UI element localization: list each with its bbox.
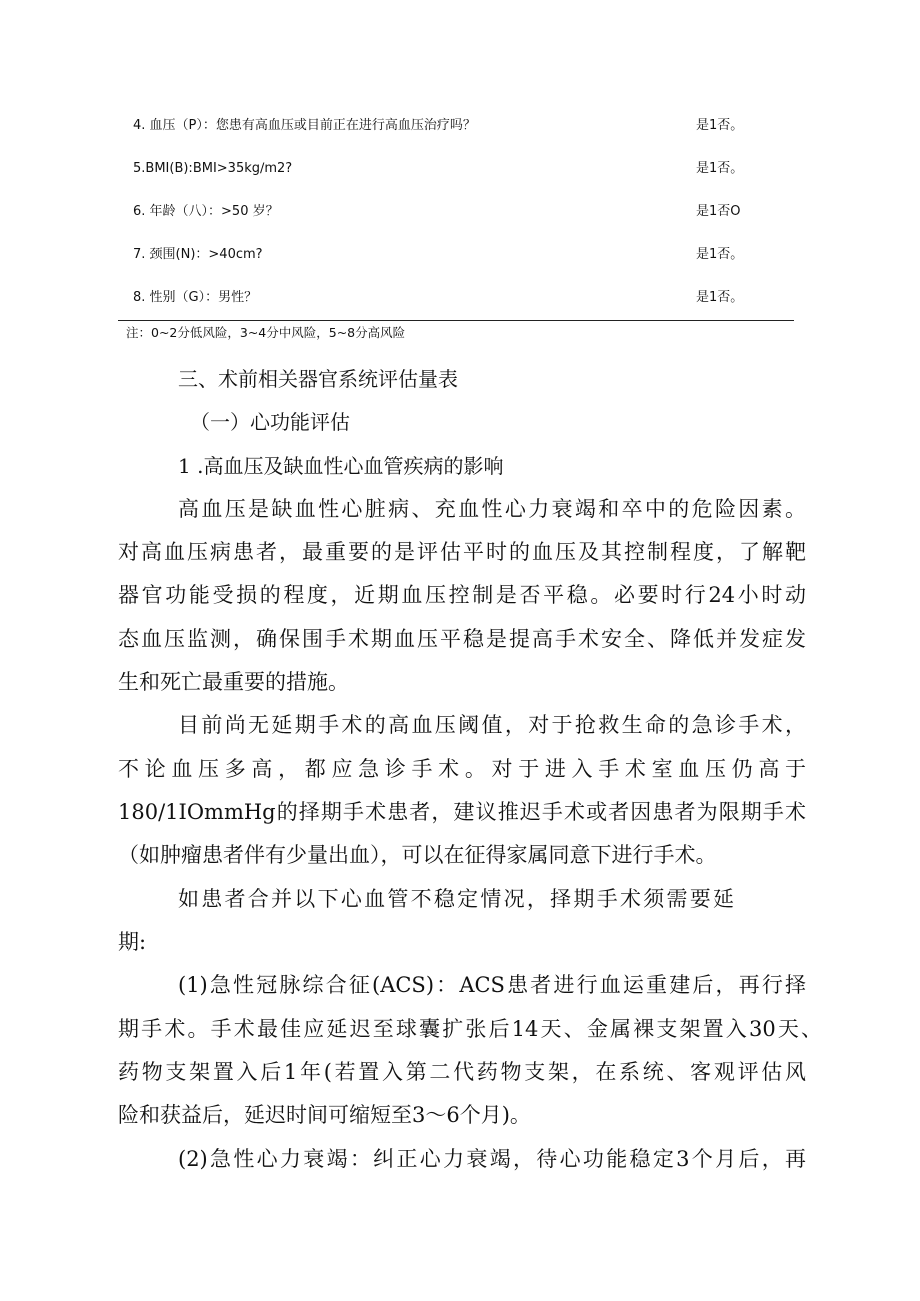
answer-options: 是1否O <box>696 204 741 219</box>
answer-options: 是1否。 <box>696 161 744 176</box>
question-row-4 <box>133 115 793 137</box>
body-line: 期: <box>118 930 147 954</box>
body-line: 器官功能受损的程度，近期血压控制是否平稳。必要时行24小时动 <box>118 583 806 607</box>
table-bottom-rule <box>118 320 794 321</box>
body-line: (1)急性冠脉综合征(ACS)：ACS患者进行血运重建后，再行择 <box>178 973 806 997</box>
question-text: 7. 颈围(N)：>40cm? <box>133 247 263 262</box>
body-line: 药物支架置入后1年(若置入第二代药物支架，在系统、客观评估风 <box>118 1060 806 1084</box>
question-row-5 <box>133 158 793 180</box>
answer-options: 是1否。 <box>696 118 744 133</box>
body-line: 态血压监测，确保围手术期血压平稳是提高手术安全、降低并发症发 <box>118 627 806 651</box>
question-text: 4. 血压（P）：您患有高血压或目前正在进行高血压治疗吗？ <box>133 118 476 133</box>
question-text: 5.BMI(B):BMI>35kg∕m2? <box>133 161 293 176</box>
body-line: 生和死亡最重要的措施。 <box>118 670 349 694</box>
answer-options: 是1否。 <box>696 247 744 262</box>
question-text: 8. 性别（G）：男性？ <box>133 290 258 305</box>
body-line: 对高血压病患者，最重要的是评估平时的血压及其控制程度，了解靶 <box>118 540 806 564</box>
body-line: 180/1IOmmHg的择期手术患者，建议推迟手术或者因患者为限期手术 <box>118 800 806 824</box>
body-line: 期手术。手术最佳应延迟至球囊扩张后14天、金属裸支架置入30天、 <box>118 1017 822 1041</box>
question-row-6 <box>133 201 793 223</box>
body-line: 目前尚无延期手术的高血压阈值，对于抢救生命的急诊手术， <box>178 713 806 737</box>
body-line: (2)急性心力衰竭：纠正心力衰竭，待心功能稳定3个月后，再 <box>178 1147 806 1171</box>
section-title: 三、术前相关器官系统评估量表 <box>178 367 458 391</box>
question-text: 6. 年龄（八）：>50 岁？ <box>133 204 279 219</box>
body-line: （如肿瘤患者伴有少量出血），可以在征得家属同意下进行手术。 <box>118 843 717 867</box>
body-line: 不论血压多高，都应急诊手术。对于进入手术室血压仍高于 <box>118 757 806 781</box>
question-row-8 <box>133 287 793 309</box>
question-row-7 <box>133 244 793 266</box>
topic-heading: 1 .高血压及缺血性心血管疾病的影响 <box>178 454 504 478</box>
body-line: 如患者合并以下心血管不稳定情况，择期手术须需要延 <box>178 887 734 911</box>
answer-options: 是1否。 <box>696 290 744 305</box>
body-line: 险和获益后，延迟时间可缩短至3～6个月)。 <box>118 1103 531 1127</box>
score-note: 注：0~2分低风险，3~4分中风险，5~8分高风险 <box>126 325 406 340</box>
body-line: 高血压是缺血性心脏病、充血性心力衰竭和卒中的危险因素。 <box>178 497 806 521</box>
subsection-title: （一）心功能评估 <box>190 410 350 434</box>
